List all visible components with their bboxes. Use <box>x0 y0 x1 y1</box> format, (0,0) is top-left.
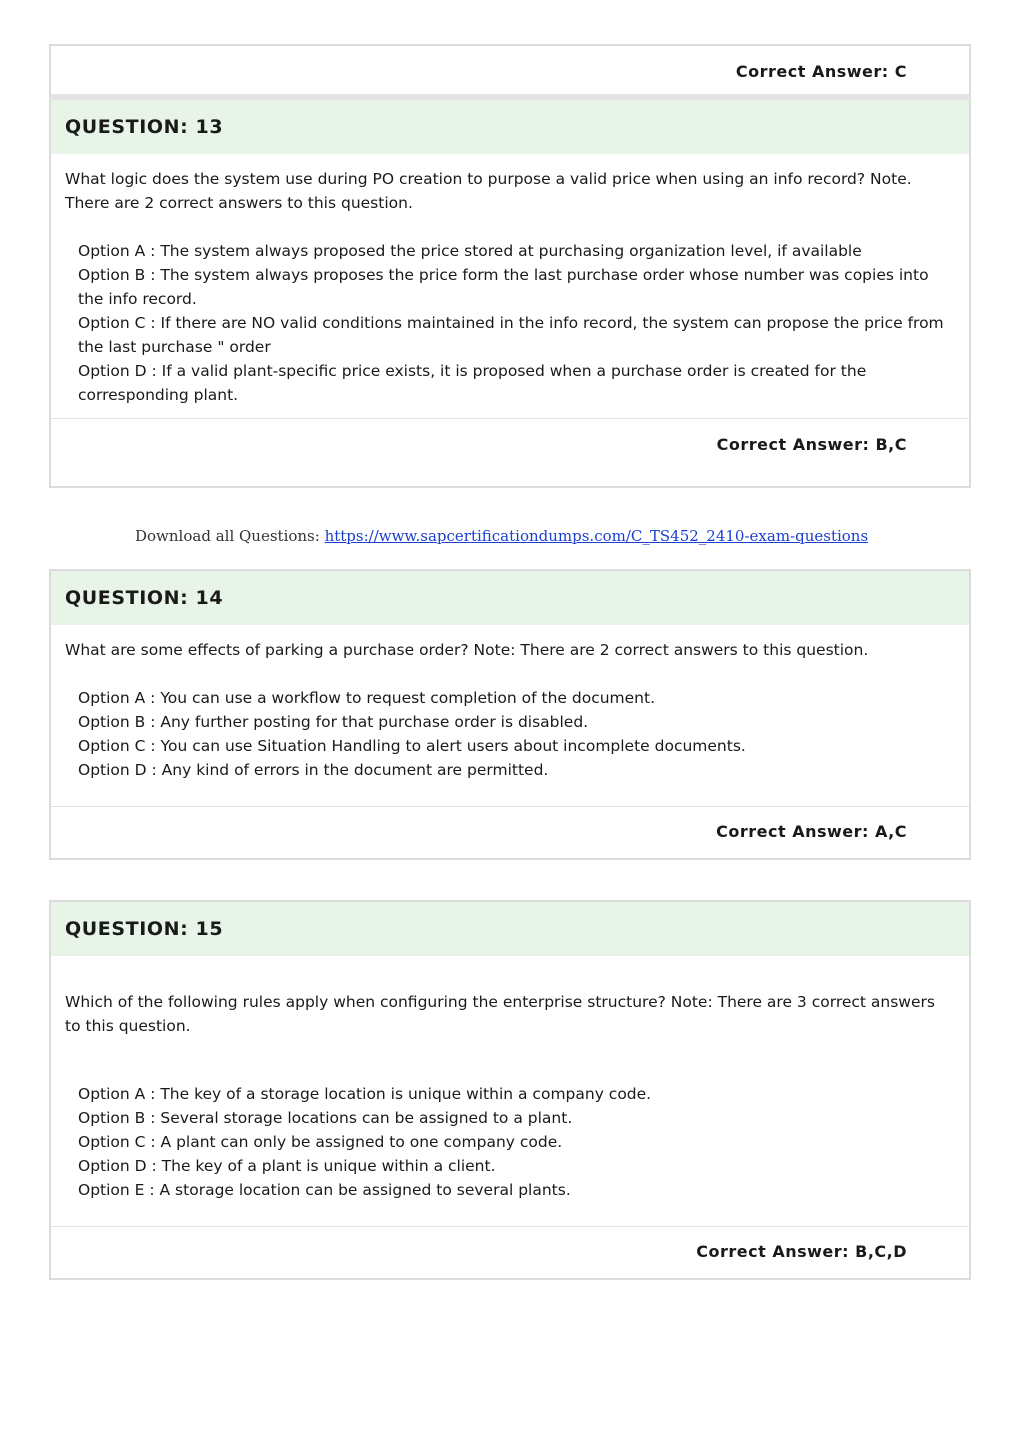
option-a: Option A : The system always proposed the price stored at purchasing organization level, if available <box>78 242 862 260</box>
option-c: Option C : You can use Situation Handling to alert users about incomplete documents. <box>78 737 746 755</box>
option-b: Option B : The system always proposes the price form the last purchase order whose number was copies into the info record. <box>78 266 929 308</box>
options-list <box>65 686 955 782</box>
question-text: Which of the following rules apply when configuring the enterprise structure? Note: There are 3 correct answers to this question. <box>65 993 935 1035</box>
options-list <box>65 239 955 407</box>
option-b: Option B : Several storage locations can be assigned to a plant. <box>78 1109 573 1127</box>
options-list <box>65 1082 955 1202</box>
option-d: Option D : If a valid plant-specific price exists, it is proposed when a purchase order is created for the corresponding plant. <box>78 362 867 404</box>
option-d: Option D : The key of a plant is unique within a client. <box>78 1157 496 1175</box>
question-body <box>51 625 969 806</box>
correct-answer: Correct Answer: B,C,D <box>51 1226 969 1276</box>
correct-answer: Correct Answer: B,C <box>51 418 969 470</box>
download-line <box>135 527 868 545</box>
question-14-box <box>49 569 971 860</box>
option-e: Option E : A storage location can be assigned to several plants. <box>78 1181 571 1199</box>
question-title: QUESTION: 14 <box>51 571 969 625</box>
correct-answer: Correct Answer: A,C <box>51 806 969 856</box>
option-c: Option C : If there are NO valid conditions maintained in the info record, the system can propose the price from the last purchase " order <box>78 314 944 356</box>
question-body <box>51 154 969 418</box>
question-text: What logic does the system use during PO creation to purpose a valid price when using an info record? Note. There are 2 correct answers to this question. <box>65 170 912 212</box>
question-12-answer-box <box>49 44 971 100</box>
question-body <box>51 956 969 1226</box>
download-link[interactable]: https://www.sapcertificationdumps.com/C_TS452_2410-exam-questions <box>324 527 869 545</box>
question-title: QUESTION: 13 <box>51 100 969 154</box>
option-a: Option A : You can use a workflow to request completion of the document. <box>78 689 655 707</box>
option-a: Option A : The key of a storage location is unique within a company code. <box>78 1085 652 1103</box>
question-15-box <box>49 900 971 1280</box>
option-d: Option D : Any kind of errors in the document are permitted. <box>78 761 549 779</box>
option-c: Option C : A plant can only be assigned to one company code. <box>78 1133 563 1151</box>
question-text: What are some effects of parking a purchase order? Note: There are 2 correct answers to this question. <box>65 641 869 659</box>
question-title: QUESTION: 15 <box>51 902 969 956</box>
download-label: Download all Questions: <box>135 527 325 545</box>
option-b: Option B : Any further posting for that purchase order is disabled. <box>78 713 589 731</box>
correct-answer: Correct Answer: C <box>735 61 907 81</box>
question-13-box <box>49 100 971 488</box>
